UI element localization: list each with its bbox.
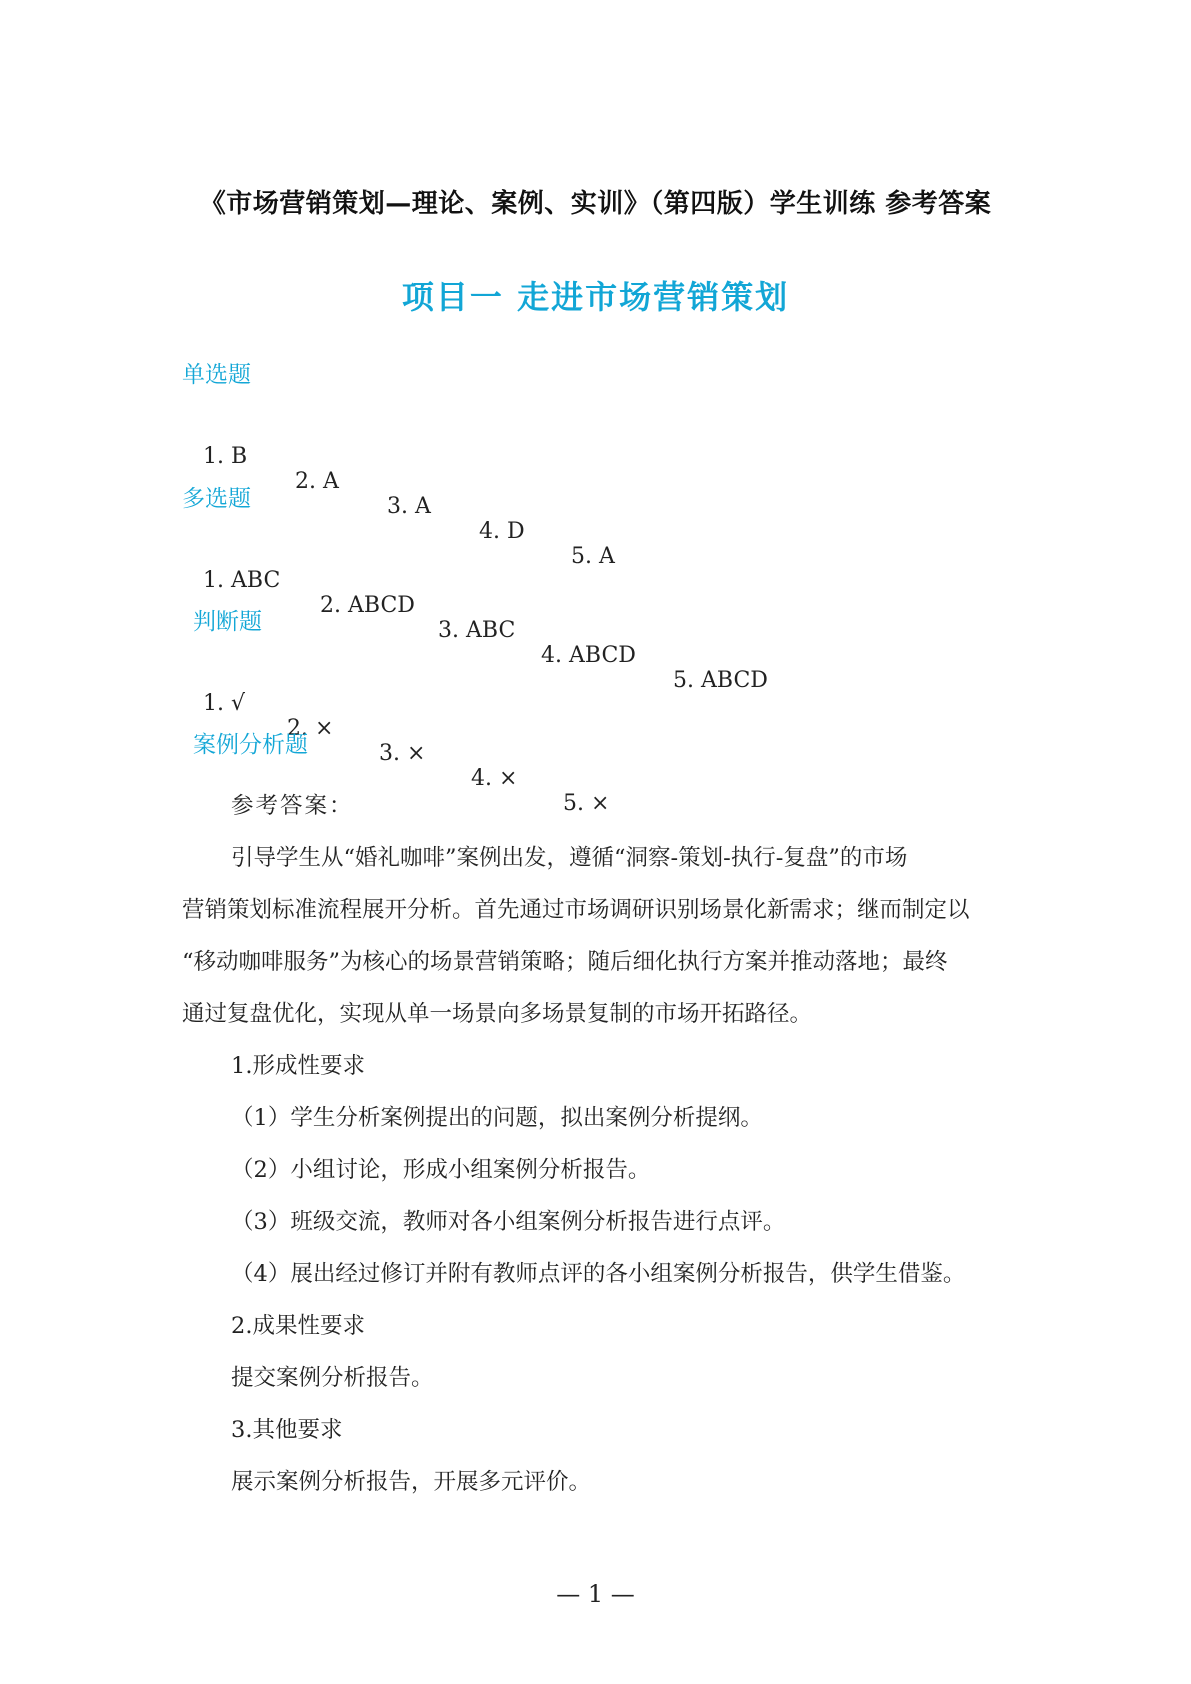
intro-paragraph-line: “移动咖啡服务”为核心的场景营销策略；随后细化执行方案并推动落地；最终	[182, 949, 948, 975]
outcome-heading: 2.成果性要求	[231, 1313, 365, 1339]
document-title: 《市场营销策划—理论、案例、实训》（第四版）学生训练 参考答案	[199, 189, 992, 219]
true-false-heading: 判断题	[193, 609, 262, 635]
single-choice-answer: 2. A	[295, 469, 339, 494]
multiple-choice-heading: 多选题	[182, 486, 251, 512]
case-analysis-heading: 案例分析题	[193, 732, 308, 758]
true-false-answer: 1. √	[203, 691, 246, 716]
other-heading: 3.其他要求	[231, 1417, 343, 1443]
multiple-choice-answer: 2. ABCD	[320, 593, 415, 618]
single-choice-answer: 1. B	[203, 444, 248, 469]
formative-item: （4）展出经过修订并附有教师点评的各小组案例分析报告，供学生借鉴。	[231, 1261, 966, 1287]
single-choice-answer: 3. A	[387, 494, 431, 519]
true-false-answer: 2. ×	[287, 716, 334, 741]
multiple-choice-answer: 5. ABCD	[673, 668, 768, 693]
single-choice-answer: 4. D	[479, 519, 525, 544]
project-title: 项目一 走进市场营销策划	[401, 278, 790, 316]
page-number: — 1 —	[556, 1580, 635, 1608]
formative-heading: 1.形成性要求	[231, 1053, 365, 1079]
intro-paragraph-line: 引导学生从“婚礼咖啡”案例出发，遵循“洞察-策划-执行-复盘”的市场	[231, 845, 908, 871]
intro-paragraph-line: 营销策划标准流程展开分析。首先通过市场调研识别场景化新需求；继而制定以	[182, 897, 970, 923]
true-false-answer: 4. ×	[471, 766, 518, 791]
multiple-choice-answer: 1. ABC	[203, 568, 281, 593]
formative-item: （2）小组讨论，形成小组案例分析报告。	[231, 1157, 651, 1183]
other-text: 展示案例分析报告，开展多元评价。	[231, 1469, 592, 1495]
formative-item: （1）学生分析案例提出的问题，拟出案例分析提纲。	[231, 1105, 763, 1131]
multiple-choice-answer: 3. ABC	[438, 618, 516, 643]
true-false-answer: 3. ×	[379, 741, 426, 766]
true-false-answer: 5. ×	[563, 791, 610, 816]
single-choice-answer: 5. A	[571, 544, 615, 569]
formative-item: （3）班级交流，教师对各小组案例分析报告进行点评。	[231, 1209, 786, 1235]
single-choice-heading: 单选题	[182, 362, 251, 388]
multiple-choice-answer: 4. ABCD	[541, 643, 636, 668]
reference-answer-label: 参考答案：	[231, 793, 354, 819]
outcome-text: 提交案例分析报告。	[231, 1365, 434, 1391]
intro-paragraph-line: 通过复盘优化，实现从单一场景向多场景复制的市场开拓路径。	[182, 1001, 813, 1027]
